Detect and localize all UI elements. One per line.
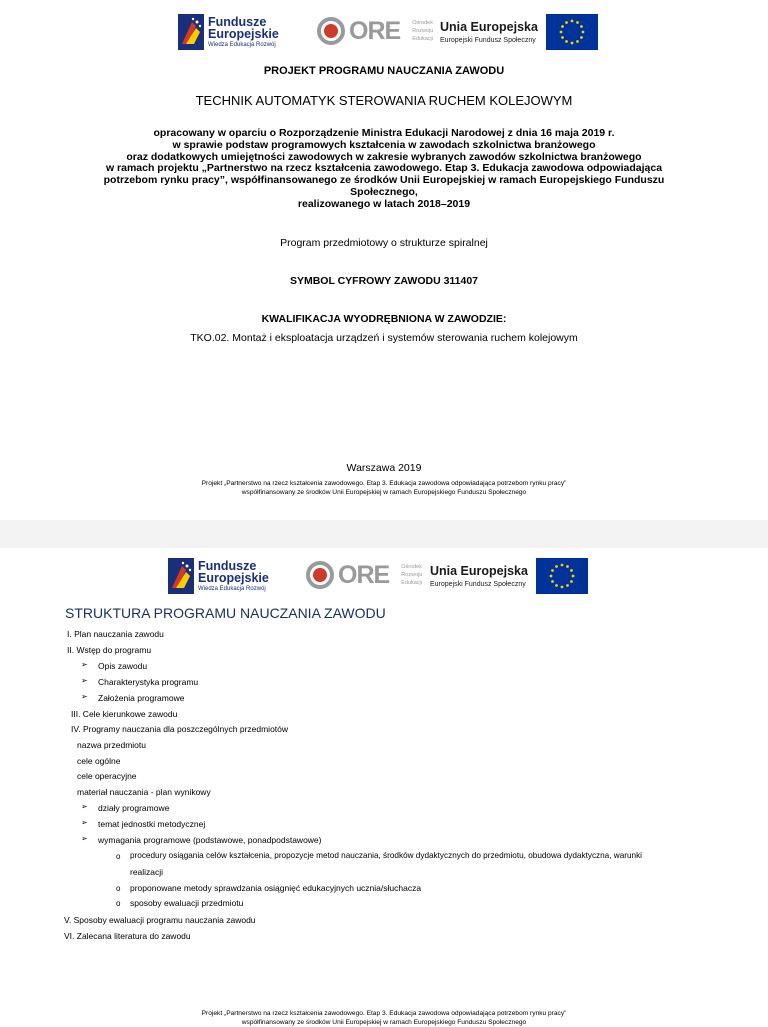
ore-small-2: Rozwoju: [412, 28, 434, 34]
structure-heading: STRUKTURA PROGRAMU NAUCZANIA ZAWODU: [65, 605, 386, 621]
ore-small-1: Ośrodek: [412, 20, 433, 26]
arrow-bullet-icon: ➢: [81, 692, 88, 701]
ore-word: ORE: [349, 16, 401, 45]
arrow-bullet-icon: ➢: [81, 818, 88, 827]
logo-bar: [0, 554, 768, 600]
document-page-2: [0, 548, 768, 1024]
toc-subitem: nazwa przedmiotu: [77, 740, 146, 750]
ore-circle-icon: [305, 560, 335, 590]
toc-item: II. Wstęp do programu: [67, 645, 152, 655]
fe-name: Fundusze: [198, 559, 257, 573]
intro-line: w sprawie podstaw programowych kształcenia w zawodach szkolnictwa branżowego: [172, 138, 596, 151]
toc-subitem: działy programowe: [98, 803, 170, 813]
project-title: PROJEKT PROGRAMU NAUCZANIA ZAWODU: [263, 65, 505, 77]
ore-circle-icon: [316, 16, 346, 46]
ore-logo: [305, 560, 422, 590]
toc-subitem: cele ogólne: [77, 756, 121, 766]
qualification-name: TKO.02. Montaż i eksploatacja urządzeń i systemów sterowania ruchem kolejowym: [190, 332, 578, 344]
program-type: Program przedmiotowy o strukturze spiralnej: [280, 237, 488, 249]
toc-subitem: wymagania programowe (podstawowe, ponadpodstawowe): [98, 835, 322, 845]
page2-footer: [60, 1009, 708, 1027]
ue-subtitle: Europejski Fundusz Społeczny: [440, 37, 536, 44]
ue-name: Unia Europejska: [430, 564, 528, 578]
fe-name: Fundusze: [208, 15, 267, 29]
ore-small-3: Edukacji: [401, 580, 422, 586]
arrow-bullet-icon: ➢: [81, 802, 88, 811]
fundusze-europejskie-logo: [168, 558, 269, 594]
footer-line: współfinansowany ze środków Unii Europejskiej w ramach Europejskiego Funduszu Społecznego: [241, 1019, 527, 1026]
arrow-bullet-icon: ➢: [81, 660, 88, 669]
qualification-heading: KWALIFIKACJA WYODRĘBNIONA W ZAWODZIE:: [261, 313, 507, 325]
toc-item: I. Plan nauczania zawodu: [67, 629, 164, 639]
ore-small-2: Rozwoju: [401, 572, 423, 578]
toc-subitem: proponowane metody sprawdzania osiągnięć edukacyjnych ucznia/słuchacza: [130, 883, 422, 893]
intro-line: Społecznego,: [350, 185, 418, 198]
fe-subtitle: Wiedza Edukacja Rozwój: [208, 42, 276, 48]
page-separator: [0, 520, 768, 548]
ore-word: ORE: [338, 560, 390, 589]
toc-subitem: realizacji: [130, 867, 164, 877]
intro-line: oraz dodatkowych umiejętności zawodowych w zakresie wybranych zawodów szkolnictwa branżowego: [126, 150, 642, 163]
toc-subitem: cele operacyjne: [77, 771, 137, 781]
fundusze-europejskie-logo: [178, 14, 279, 50]
toc-subitem: Opis zawodu: [98, 661, 148, 671]
place-year: Warszawa 2019: [346, 462, 422, 474]
intro-line: realizowanego w latach 2018–2019: [297, 197, 471, 210]
footer-line: Projekt „Partnerstwo na rzecz kształcenia zawodowego. Etap 3. Edukacja zawodowa odpowiadająca potrzebom rynku pracy”: [201, 1010, 567, 1017]
occupation-symbol: SYMBOL CYFROWY ZAWODU 311407: [289, 275, 479, 287]
toc-item: VI. Zalecana literatura do zawodu: [64, 931, 191, 941]
intro-line: w ramach projektu „Partnerstwo na rzecz kształcenia zawodowego. Etap 3. Edukacja zawodowa odpowiadająca: [105, 162, 663, 175]
toc-item: IV. Programy nauczania dla poszczególnych przedmiotów: [71, 724, 289, 734]
eu-flag-icon: [536, 558, 588, 594]
fe-subtitle: Wiedza Edukacja Rozwój: [198, 586, 266, 592]
ore-logo: [316, 16, 433, 46]
toc-subitem: temat jednostki metodycznej: [98, 819, 206, 829]
ore-small-3: Edukacji: [412, 36, 433, 42]
logo-bar: [0, 10, 768, 56]
toc-subitem: procedury osiągania celów kształcenia, propozycje metod nauczania, środków dydaktycznych do przedmiotu, obudowa dydaktyczna, warunki: [130, 851, 642, 860]
toc-subitem: materiał nauczania - plan wynikowy: [77, 787, 211, 797]
fe-flag-icon: [168, 558, 194, 594]
page1-footer: [60, 479, 708, 497]
toc-item: V. Sposoby ewaluacji programu nauczania zawodu: [64, 915, 256, 925]
unia-europejska-logo: [440, 14, 598, 50]
circle-bullet-icon: o: [116, 884, 121, 893]
circle-bullet-icon: o: [116, 899, 121, 908]
footer-line: współfinansowany ze środków Unii Europejskiej w ramach Europejskiego Funduszu Społecznego: [241, 489, 527, 496]
arrow-bullet-icon: ➢: [81, 834, 88, 843]
unia-europejska-logo: [430, 558, 588, 594]
toc-subitem: sposoby ewaluacji przedmiotu: [130, 898, 244, 908]
toc-subitem: Założenia programowe: [98, 693, 185, 703]
fe-name-2: Europejskie: [198, 571, 269, 585]
intro-line: opracowany w oparciu o Rozporządzenie Ministra Edukacji Narodowej z dnia 16 maja 2019 r.: [153, 127, 615, 139]
fe-flag-icon: [178, 14, 204, 50]
toc-subitem: Charakterystyka programu: [98, 677, 199, 687]
eu-flag-icon: [546, 14, 598, 50]
ore-small-1: Ośrodek: [401, 564, 422, 570]
circle-bullet-icon: o: [116, 852, 121, 861]
intro-line: potrzebom rynku pracy”, współfinansowanego ze środków Unii Europejskiej w ramach Europejskiego Funduszu: [103, 174, 665, 187]
arrow-bullet-icon: ➢: [81, 676, 88, 685]
ue-name: Unia Europejska: [440, 20, 538, 34]
footer-line: Projekt „Partnerstwo na rzecz kształcenia zawodowego. Etap 3. Edukacja zawodowa odpowiadająca potrzebom rynku pracy”: [201, 480, 567, 487]
intro-paragraph: [60, 128, 708, 211]
fe-name-2: Europejskie: [208, 27, 279, 41]
toc-item: III. Cele kierunkowe zawodu: [71, 709, 178, 719]
profession-title: TECHNIK AUTOMATYK STEROWANIA RUCHEM KOLEJOWYM: [195, 93, 573, 108]
ue-subtitle: Europejski Fundusz Społeczny: [430, 581, 526, 588]
